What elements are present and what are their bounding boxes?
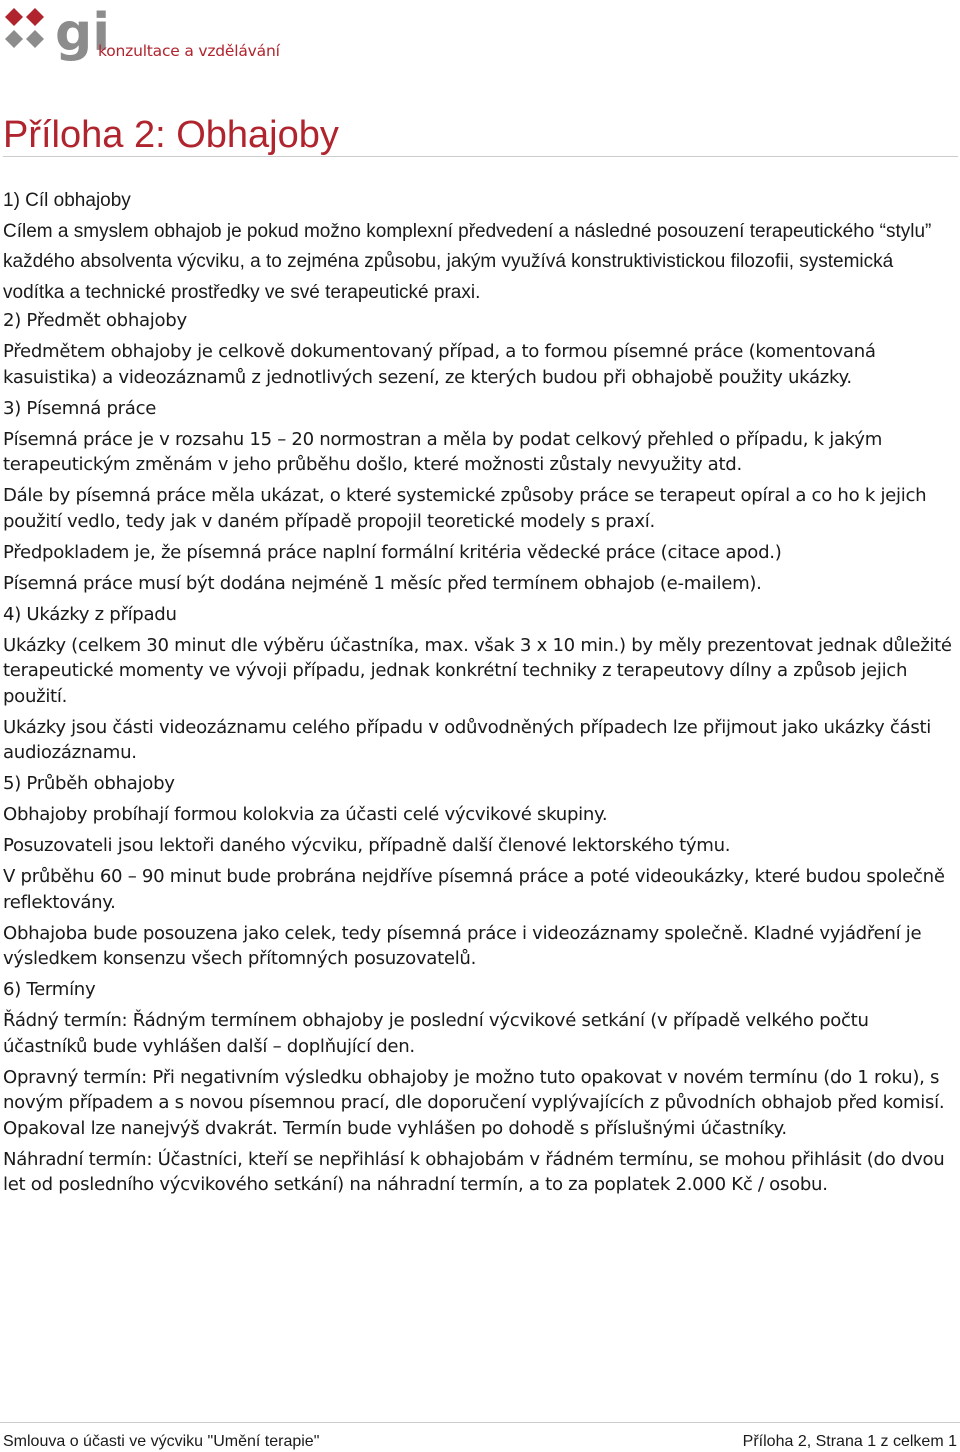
- section-paragraph: Dále by písemná práce měla ukázat, o které systemické způsoby práce se terapeut opíral a co ho k jejich použití vedlo, tedy jak v daném případě propojil teoretické modely s praxí.: [3, 485, 927, 532]
- section-paragraph: Řádný termín: Řádným termínem obhajoby je poslední výcvikové setkání (v případě velkého počtu účastníků bude vyhlášen další – doplňující den.: [3, 1010, 869, 1057]
- section-paragraph: V průběhu 60 – 90 minut bude probrána nejdříve písemná práce a poté videoukázky, které budou společně reflektovány.: [3, 866, 945, 913]
- section-paragraph: Písemná práce je v rozsahu 15 – 20 normostran a měla by podat celkový přehled o případu, k jakým terapeutickým změnám v jeho průběhu došlo, které možnosti zůstaly nevyužity atd.: [3, 428, 883, 475]
- section-paragraph: Ukázky (celkem 30 minut dle výběru účastníka, max. však 3 x 10 min.) by měly prezentovat jednak důležité terapeutické momenty ve vývoji případu, jednak konkrétní techniky z terapeutovy dílny a způsob jejich použití.: [3, 634, 952, 707]
- section-samples: [3, 602, 958, 766]
- document-body: [3, 186, 958, 1203]
- footer-divider: [0, 1422, 960, 1423]
- section-goal: [3, 186, 958, 308]
- company-logo: [0, 0, 300, 70]
- section-paragraph: Ukázky jsou části videozáznamu celého případu v odůvodněných případech lze přijmout jako ukázky části audiozáznamu.: [3, 716, 931, 763]
- section-heading: 3) Písemná práce: [3, 397, 157, 419]
- section-paragraph: Cílem a smyslem obhajob je pokud možno komplexní předvedení a následné posouzení terapeutického “stylu” každého absolventa výcviku, a to zejména způsobu, jakým využívá konstruktivistickou filozofii, systemická vodítka a technické prostředky ve své terapeutické praxi.: [3, 220, 932, 303]
- gi-logo-icon: [0, 0, 111, 64]
- section-heading: 6) Termíny: [3, 979, 96, 1000]
- section-paragraph: Opravný termín: Při negativním výsledku obhajoby je možno tuto opakovat v novém termínu (do 1 roku), s novým případem a s novou písemnou prací, dle doporučení vyplývajících z původních obhajob před komisí. Opakoval lze nanejvýš dvakrát. Termín bude vyhlášen po dohodě s příslušnými účastníky.: [3, 1066, 945, 1139]
- section-paragraph: Obhajoba bude posouzena jako celek, tedy písemná práce i videozáznamy společně. Kladné vyjádření je výsledkem konsenzu všech přítomných posuzovatelů.: [3, 922, 922, 969]
- section-subject: [3, 308, 958, 390]
- footer-contract-name: Smlouva o účasti ve výcviku "Umění terapie": [3, 1433, 320, 1450]
- section-written-work: [3, 396, 958, 597]
- section-heading: 4) Ukázky z případu: [3, 603, 177, 625]
- section-process: [3, 771, 958, 972]
- section-paragraph: Obhajoby probíhají formou kolokvia za účasti celé výcvikové skupiny.: [3, 804, 608, 825]
- section-paragraph: Předmětem obhajoby je celkově dokumentovaný případ, a to formou písemné práce (komentovaná kasuistika) a videozáznamů z jednotlivých sezení, ze kterých budou při obhajobě použity ukázky.: [3, 341, 876, 388]
- svg-text:gi: gi: [55, 3, 111, 63]
- title-divider: [3, 156, 958, 157]
- section-paragraph: Předpokladem je, že písemná práce naplní formální kritéria vědecké práce (citace apod.): [3, 541, 782, 563]
- section-heading: 5) Průběh obhajoby: [3, 773, 175, 794]
- section-paragraph: Posuzovateli jsou lektoři daného výcviku, případně další členové lektorského týmu.: [3, 835, 731, 856]
- section-heading: 2) Předmět obhajoby: [3, 310, 187, 331]
- section-paragraph: Písemná práce musí být dodána nejméně 1 měsíc před termínem obhajob (e-mailem).: [3, 572, 762, 594]
- page-title: Příloha 2: Obhajoby: [3, 114, 339, 156]
- logo-subtitle: konzultace a vzdělávání: [98, 42, 280, 60]
- section-paragraph: Náhradní termín: Účastníci, kteří se nepřihlásí k obhajobám v řádném termínu, se mohou přihlásit (do dvou let od posledního výcvikového setkání) na náhradní termín, a to za poplatek 2.000 Kč / osobu.: [3, 1148, 945, 1195]
- section-heading: 1) Cíl obhajoby: [3, 190, 131, 211]
- footer-page-number: Příloha 2, Strana 1 z celkem 1: [742, 1433, 957, 1450]
- section-dates: [3, 977, 958, 1198]
